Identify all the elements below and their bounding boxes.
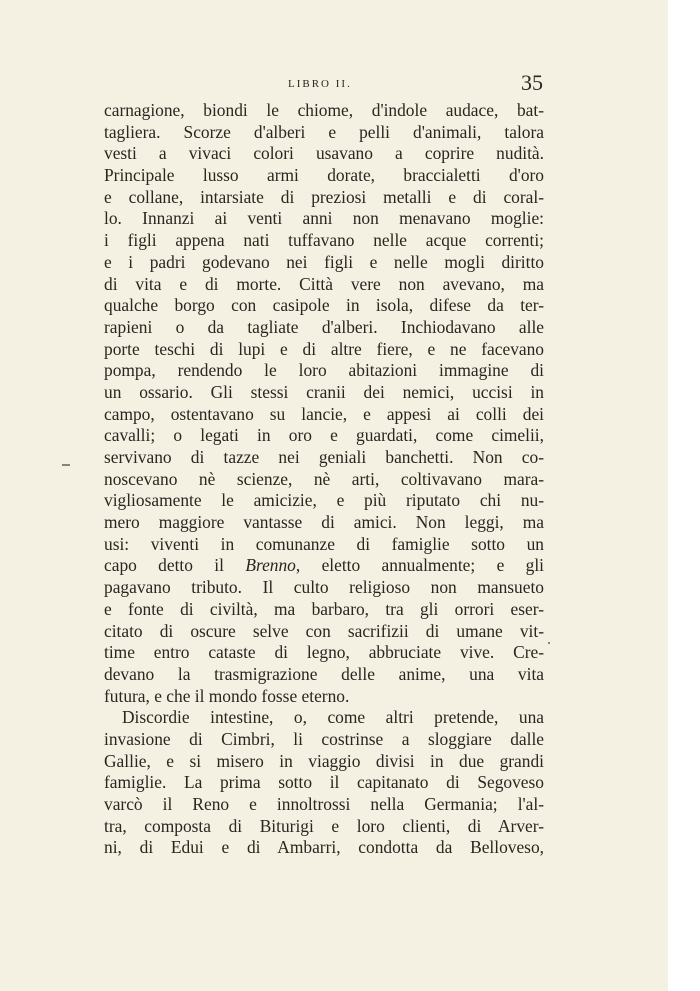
text-line: ni, di Edui e di Ambarri, condotta da Belloveso, xyxy=(104,837,544,858)
text-line: tagliera. Scorze d'alberi e pelli d'animali, talora xyxy=(104,121,544,142)
text-line: devano la trasmigrazione delle anime, una vita xyxy=(104,663,544,684)
text-line: e collane, intarsiate di preziosi metalli e di coral- xyxy=(104,186,544,207)
text-segment: capo detto il xyxy=(104,555,224,576)
text-line: e fonte di civiltà, ma barbaro, tra gli orrori eser- xyxy=(104,598,544,619)
text-line: pompa, rendendo le loro abitazioni immagine di xyxy=(104,360,544,381)
margin-mark xyxy=(62,464,70,466)
text-line: tra, composta di Biturigi e loro clienti, di Arver- xyxy=(104,815,544,836)
text-line: time entro cataste di legno, abbruciate vive. Cre- xyxy=(104,642,544,663)
text-line: Principale lusso armi dorate, braccialetti d'oro xyxy=(104,165,544,186)
text-line: noscevano nè scienze, nè arti, coltivavano mara- xyxy=(104,468,544,489)
text-line: varcò il Reno e innoltrossi nella Germania; l'al- xyxy=(104,794,544,814)
text-line: campo, ostentavano su lancie, e appesi ai colli dei xyxy=(104,403,544,424)
text-line: lo. Innanzi ai venti anni non menavano moglie: xyxy=(104,208,544,229)
text-line: pagavano tributo. Il culto religioso non mansueto xyxy=(104,577,544,598)
text-line: famiglie. La prima sotto il capitanato di Segoveso xyxy=(104,772,544,793)
text-line: rapieni o da tagliate d'alberi. Inchiodavano alle xyxy=(104,316,544,337)
page-number: 35 xyxy=(521,70,543,95)
text-line: i figli appena nati tuffavano nelle acque correnti; xyxy=(104,230,544,251)
text-line: di vita e di morte. Città vere non avevano, ma xyxy=(104,273,544,294)
text-line: servivano di tazze nei geniali banchetti. Non co- xyxy=(104,447,544,467)
text-line: cavalli; o legati in oro e guardati, come cimelii, xyxy=(104,425,544,446)
page-header xyxy=(108,70,543,96)
text-line: porte teschi di lupi e di altre fiere, e ne facevano xyxy=(104,338,544,359)
text-line: Gallie, e si misero in viaggio divisi in due grandi xyxy=(104,750,544,771)
running-title: LIBRO II. xyxy=(288,78,352,90)
text-line xyxy=(104,555,544,577)
text-line: un ossario. Gli stessi cranii dei nemici, uccisi in xyxy=(104,381,544,402)
text-segment: , eletto annualmente; e gli xyxy=(295,555,545,576)
margin-mark xyxy=(548,642,550,644)
text-line: usi: viventi in comunanze di famiglie sotto un xyxy=(104,533,544,554)
text-line: citato di oscure selve con sacrifizii di umane vit- xyxy=(104,620,544,641)
text-line: e i padri godevano nei figli e nelle mogli diritto xyxy=(104,251,544,272)
text-line: qualche borgo con casipole in isola, difese da ter- xyxy=(104,295,544,316)
text-line: carnagione, biondi le chiome, d'indole audace, bat- xyxy=(104,100,544,120)
text-line: Discordie intestine, o, come altri pretende, una xyxy=(122,707,544,728)
italic-name: Brenno xyxy=(245,555,296,576)
text-line: vesti a vivaci colori usavano a coprire nudità. xyxy=(104,143,544,164)
text-line: futura, e che il mondo fosse eterno. xyxy=(104,685,350,706)
text-line: invasione di Cimbri, li costrinse a sloggiare dalle xyxy=(104,728,544,749)
text-line: mero maggiore vantasse di amici. Non leggi, ma xyxy=(104,512,544,533)
text-line: vigliosamente le amicizie, e più riputato chi nu- xyxy=(104,490,544,511)
body-text xyxy=(104,100,544,859)
